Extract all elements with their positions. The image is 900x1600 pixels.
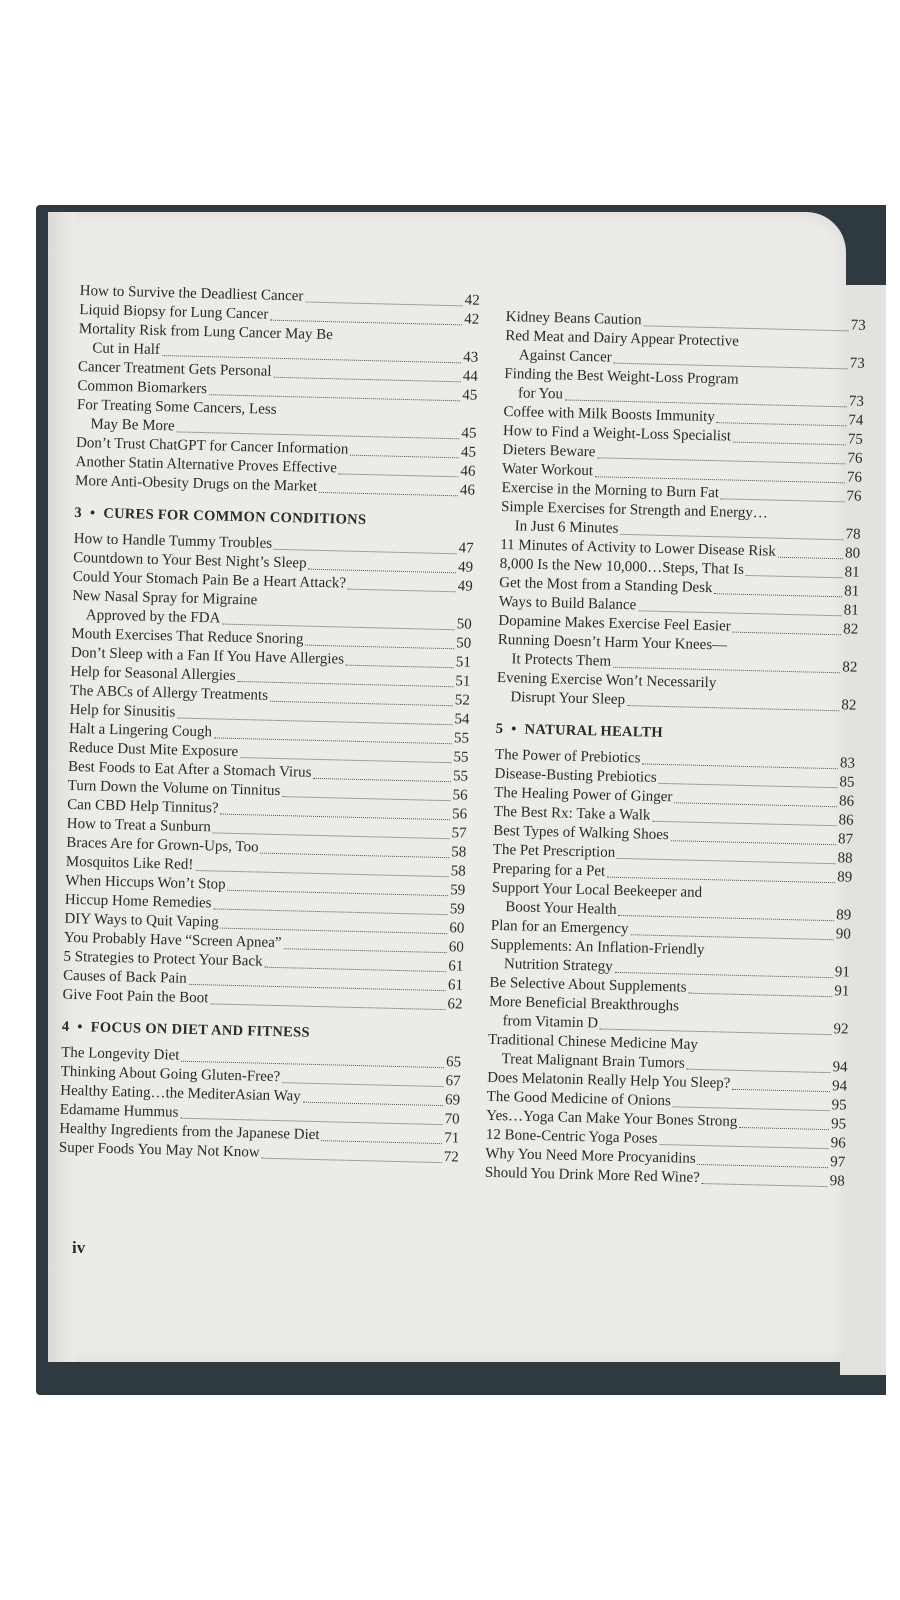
dot-leader	[321, 1140, 442, 1144]
toc-entry-page: 50	[456, 616, 472, 633]
toc-entry-page: 76	[846, 469, 863, 486]
toc-entry-page: 45	[460, 444, 477, 461]
toc-entry-page: 90	[835, 926, 851, 943]
dot-leader	[702, 1183, 828, 1187]
toc-entry-title: for You	[517, 385, 564, 403]
dot-leader	[721, 498, 845, 502]
toc-entry-title: Dopamine Makes Exercise Feel Easier	[498, 612, 731, 635]
toc-entry-title: How to Survive the Deadliest Cancer	[79, 282, 304, 305]
toc-entry-title: Water Workout	[501, 460, 594, 480]
toc-entry-page: 44	[462, 368, 478, 385]
toc-entry-page: 65	[445, 1054, 462, 1071]
toc-entry-title: How to Handle Tummy Troubles	[73, 530, 273, 552]
toc-entry-title: 8,000 Is the New 10,000…Steps, That Is	[499, 555, 745, 578]
toc-entry-title: Another Statin Alternative Proves Effective	[75, 453, 338, 477]
toc-entry-title: Healthy Eating…the MediterAsian Way	[60, 1082, 301, 1105]
toc-entry-page: 60	[449, 920, 465, 937]
toc-entry-page: 42	[464, 292, 480, 309]
toc-entry-page: 59	[450, 882, 466, 899]
toc-entry-title-line: Supplements: An Inflation-Friendly	[490, 936, 705, 959]
toc-entry-title: Liquid Biopsy for Lung Cancer	[79, 301, 269, 323]
toc-entry-title-line: More Beneficial Breakthroughs	[488, 993, 680, 1015]
dot-leader	[714, 593, 842, 597]
toc-entry-page: 51	[455, 654, 472, 671]
toc-entry-page: 52	[454, 692, 471, 709]
toc-entry-page: 61	[447, 977, 464, 994]
dot-leader	[732, 1089, 830, 1092]
toc-entry-page: 94	[832, 1059, 848, 1076]
toc-entry-title: Best Types of Walking Shoes	[493, 822, 669, 844]
toc-entry-page: 55	[453, 730, 470, 747]
toc-entry-title: Super Foods You May Not Know	[58, 1139, 260, 1161]
toc-entry-page: 83	[839, 755, 856, 772]
toc-entry-page: 85	[839, 774, 855, 791]
toc-entry-page: 57	[451, 825, 467, 842]
toc-entry-page: 95	[830, 1116, 847, 1133]
dot-leader	[627, 705, 839, 711]
bullet-separator: •	[89, 505, 96, 522]
toc-entry-page: 81	[843, 583, 860, 600]
toc-entry-page: 50	[456, 635, 472, 652]
toc-entry-title-line: Evening Exercise Won’t Necessarily	[496, 669, 717, 692]
dot-leader	[746, 575, 843, 578]
dot-leader	[346, 665, 454, 669]
toc-entry-page: 95	[831, 1097, 847, 1114]
toc-entry-page: 72	[443, 1149, 459, 1166]
section-title: FOCUS ON DIET AND FITNESS	[90, 1019, 311, 1041]
toc-entry-title-line: New Nasal Spray for Migraine	[72, 587, 258, 609]
toc-entry-title: Give Foot Pain the Boot	[62, 986, 209, 1007]
dot-leader	[659, 1144, 828, 1149]
toc-entry-title: Edamame Hummus	[59, 1101, 179, 1121]
toc-entry-page: 89	[836, 869, 853, 886]
dot-leader	[673, 1106, 830, 1111]
toc-entry-page: 58	[450, 863, 466, 880]
toc-entry-page: 46	[459, 482, 476, 499]
toc-entry-page: 96	[830, 1135, 846, 1152]
toc-entry-page: 51	[455, 673, 471, 690]
toc-entry-page: 55	[452, 768, 469, 785]
toc-entry-title: Against Cancer	[518, 347, 612, 366]
toc-entry-page: 76	[846, 488, 862, 505]
toc-entry-page: 45	[461, 425, 477, 442]
dot-leader	[348, 589, 456, 593]
toc-entry-page: 46	[460, 463, 476, 480]
toc-entry-title: Yes…Yoga Can Make Your Bones Strong	[486, 1107, 738, 1130]
bullet-separator: •	[77, 1019, 83, 1036]
toc-entry-title-line: Traditional Chinese Medicine May	[487, 1031, 699, 1053]
toc-entry-title-line: Support Your Local Beekeeper and	[491, 879, 703, 901]
page-number: iv	[72, 1238, 86, 1257]
dot-leader	[210, 1003, 445, 1010]
toc-entry-title: The Longevity Diet	[60, 1044, 180, 1064]
toc-entry-page: 74	[848, 412, 864, 429]
toc-entry-title: DIY Ways to Quit Vaping	[64, 910, 219, 931]
toc-entry-page: 59	[449, 901, 465, 918]
dot-leader	[283, 948, 446, 953]
toc-entry-page: 58	[450, 844, 467, 861]
toc-entry-title: Turn Down the Volume on Tinnitus	[67, 777, 281, 800]
toc-entry-title: Preparing for a Pet	[492, 860, 606, 880]
toc-entry-title: The ABCs of Allergy Treatments	[69, 682, 269, 704]
toc-entry-title-line: Red Meat and Dairy Appear Protective	[505, 327, 740, 350]
toc-entry-page: 45	[462, 387, 478, 404]
dot-leader	[688, 993, 832, 998]
dot-leader	[778, 557, 843, 560]
dot-leader	[350, 455, 459, 459]
toc-entry-page: 86	[838, 812, 854, 829]
toc-entry-title: Exercise in the Morning to Burn Fat	[501, 479, 720, 502]
dot-leader	[733, 442, 846, 446]
toc-entry-page: 73	[850, 317, 866, 334]
toc-entry-page: 49	[457, 578, 473, 595]
toc-entry-page: 55	[453, 749, 469, 766]
toc-entry-title: Kidney Beans Caution	[505, 308, 642, 329]
toc-entry-page: 91	[834, 964, 851, 981]
dot-leader	[339, 473, 459, 477]
dot-leader	[305, 645, 454, 650]
toc-left-column	[59, 282, 480, 1168]
toc-entry-title: More Anti-Obesity Drugs on the Market	[74, 472, 318, 495]
toc-entry-title: Best Foods to Eat After a Stomach Virus	[67, 758, 312, 781]
toc-entry-title: Cut in Half	[92, 340, 161, 358]
dot-leader	[687, 1069, 831, 1074]
toc-entry-page: 82	[841, 697, 857, 714]
dot-leader	[313, 778, 451, 782]
toc-entry-title: You Probably Have “Screen Apnea”	[63, 929, 282, 952]
toc-right-column	[485, 308, 866, 1192]
dot-leader	[303, 1102, 443, 1106]
section-title: NATURAL HEALTH	[524, 721, 664, 741]
toc-entry-page: 82	[843, 621, 859, 638]
toc-entry-title: Don’t Sleep with a Fan If You Have Allergies	[70, 644, 345, 668]
toc-entry-page: 62	[447, 996, 463, 1013]
toc-entry-title: Reduce Dust Mite Exposure	[68, 739, 239, 761]
dot-leader	[305, 302, 462, 307]
toc-entry-page: 91	[834, 983, 850, 1000]
dot-leader	[319, 492, 458, 496]
toc-entry-title: Halt a Lingering Cough	[68, 720, 213, 741]
toc-entry-title-line: Mortality Risk from Lung Cancer May Be	[78, 320, 334, 344]
dot-leader	[658, 783, 837, 788]
toc-entry-title: Help for Sinusitis	[69, 701, 176, 721]
toc-entry-title: Approved by the FDA	[85, 607, 221, 627]
toc-entry-title: Help for Seasonal Allergies	[70, 663, 236, 684]
toc-entry-title: The Healing Power of Ginger	[493, 784, 673, 806]
toc-entry-page: 92	[833, 1021, 849, 1038]
toc-entry-title: Don’t Trust ChatGPT for Cancer Information	[75, 434, 349, 458]
dot-leader	[264, 967, 446, 972]
bullet-separator: •	[511, 721, 517, 738]
toc-entry-title: When Hiccups Won’t Stop	[65, 872, 226, 893]
toc-entry-title: Cancer Treatment Gets Personal	[77, 358, 272, 380]
toc-entry-page: 56	[452, 787, 468, 804]
toc-entry-title: The Power of Prebiotics	[494, 746, 641, 767]
toc-entry-page: 76	[847, 450, 863, 467]
dot-leader	[671, 840, 836, 845]
toc-entry-title: The Good Medicine of Onions	[486, 1088, 672, 1110]
toc-entry-title: Boost Your Health	[505, 899, 617, 918]
toc-entry-page: 97	[830, 1154, 846, 1171]
toc-entry-title: Countdown to Your Best Night’s Sleep	[73, 549, 307, 572]
toc-entry-page: 49	[457, 559, 474, 576]
toc-entry-title: Disrupt Your Sleep	[510, 689, 626, 709]
dot-leader	[717, 422, 847, 426]
toc-entry-page: 42	[464, 311, 480, 328]
toc-entry-title: Does Melatonin Really Help You Sleep?	[486, 1069, 731, 1092]
section-title: CURES FOR COMMON CONDITIONS	[103, 505, 367, 529]
toc-entry-title: Plan for an Emergency	[490, 917, 629, 938]
toc-entry-page: 43	[463, 349, 479, 366]
toc-entry-title: Should You Drink More Red Wine?	[484, 1164, 700, 1186]
dot-leader	[282, 796, 450, 801]
toc-entry-title: Treat Malignant Brain Tumors	[501, 1051, 686, 1072]
toc-entry-title: 5 Strategies to Protect Your Back	[63, 948, 263, 970]
toc-entry-title: 11 Minutes of Activity to Lower Disease Risk	[500, 536, 776, 560]
dot-leader	[261, 1158, 441, 1163]
toc-entry-title: Braces Are for Grown-Ups, Too	[66, 834, 259, 856]
toc-entry-page: 73	[849, 355, 865, 372]
toc-entry-title-line: For Treating Some Cancers, Less	[76, 396, 277, 418]
toc-entry-page: 89	[836, 907, 852, 924]
toc-entry-page: 82	[842, 659, 858, 676]
toc-entry-title-line: Running Doesn’t Harm Your Knees—	[497, 631, 728, 654]
dot-leader	[274, 549, 457, 554]
section-heading	[74, 505, 474, 532]
toc-entry-title: Thinking About Going Gluten-Free?	[60, 1063, 281, 1086]
toc-entry-page: 71	[443, 1130, 460, 1147]
toc-entry-title: Ways to Build Balance	[498, 593, 637, 614]
toc-entry-page: 75	[847, 431, 864, 448]
toc-entry-page: 60	[448, 939, 465, 956]
toc-entry-title: Coffee with Milk Boosts Immunity	[503, 403, 715, 426]
section-heading	[62, 1019, 462, 1046]
toc-entry-title: Be Selective About Supplements	[489, 974, 687, 996]
toc-entry-title: Common Biomarkers	[77, 377, 208, 398]
toc-entry-title: Mosquitos Like Red!	[65, 853, 194, 873]
toc-entry-page: 73	[848, 393, 865, 410]
toc-entry-page: 98	[829, 1173, 845, 1190]
toc-entry-title: Causes of Back Pain	[62, 967, 187, 987]
dot-leader	[282, 1082, 443, 1087]
toc-entry-title: May Be More	[90, 416, 175, 435]
section-number: 5	[495, 720, 504, 738]
section-number: 4	[61, 1018, 70, 1035]
toc-entry-title: How to Treat a Sunburn	[66, 815, 212, 836]
toc-entry-title: Dieters Beware	[502, 441, 596, 461]
toc-entry-title: Nutrition Strategy	[503, 956, 613, 975]
toc-entry-title: from Vitamin D	[502, 1013, 599, 1032]
toc-entry-title: Mouth Exercises That Reduce Snoring	[71, 625, 304, 648]
toc-entry-page: 61	[448, 958, 464, 975]
toc-entry-page: 78	[845, 526, 861, 543]
toc-entry-page: 81	[844, 564, 860, 581]
toc-entry-title: Get the Most from a Standing Desk	[499, 574, 713, 597]
toc-entry-title: How to Find a Weight-Loss Specialist	[502, 422, 732, 445]
toc-entry-title: Why You Need More Procyanidins	[485, 1145, 696, 1167]
toc-entry-page: 47	[458, 540, 474, 557]
dot-leader	[308, 569, 456, 574]
toc-entry-title: The Pet Prescription	[492, 841, 616, 861]
toc-entry-title: Can CBD Help Tinnitus?	[67, 796, 219, 817]
section-heading	[495, 721, 855, 747]
toc-entry-title: Could Your Stomach Pain Be a Heart Attack?	[72, 568, 347, 592]
toc-entry-title: In Just 6 Minutes	[514, 518, 619, 537]
toc-entry-page: 56	[451, 806, 468, 823]
toc-entry-page: 80	[844, 545, 861, 562]
toc-entry-page: 70	[444, 1111, 460, 1128]
toc-entry-page: 69	[444, 1092, 461, 1109]
dot-leader	[698, 1164, 829, 1168]
toc-entry-title: The Best Rx: Take a Walk	[493, 803, 651, 824]
toc-entry-page: 81	[843, 602, 859, 619]
toc-entry-title: 12 Bone-Centric Yoga Poses	[485, 1126, 658, 1147]
dot-leader	[270, 701, 453, 706]
toc-entry-page: 86	[838, 793, 855, 810]
dot-leader	[674, 802, 837, 807]
dot-leader	[739, 1127, 829, 1130]
toc-entry-title: Hiccup Home Remedies	[64, 891, 212, 912]
dot-leader	[652, 821, 836, 827]
toc-entry-title-line: Finding the Best Weight-Loss Program	[504, 365, 739, 388]
toc-entry-page: 88	[837, 850, 853, 867]
toc-entry-page: 54	[454, 711, 470, 728]
toc-entry-page: 67	[445, 1073, 461, 1090]
section-number: 3	[74, 504, 83, 522]
toc-entry-page: 87	[837, 831, 854, 848]
dot-leader	[733, 632, 842, 636]
toc-entry-title: Healthy Ingredients from the Japanese Diet	[59, 1120, 320, 1144]
toc-entry-title: Disease-Busting Prebiotics	[494, 765, 657, 786]
toc-entry-title: It Protects Them	[511, 651, 612, 670]
toc-entry-title-line: Simple Exercises for Strength and Energy…	[500, 498, 769, 522]
toc-entry-page: 94	[831, 1078, 848, 1095]
